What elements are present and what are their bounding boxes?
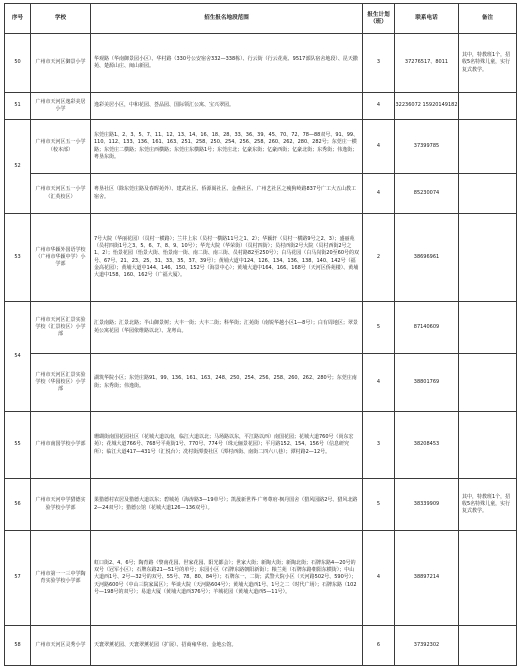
area-cell: 粤垦社区（除东莞庄路及春晖苑外）、建武社区、侨源阁社区、金燕社区、广州艺社区之瘦狗岭路837号广工大五山教工宿舍。 bbox=[91, 174, 363, 214]
phone-cell: 37276517、8011 bbox=[395, 34, 459, 93]
note-cell: 其中，特教班1个，招收5名特殊儿童，实行复式教学。 bbox=[459, 34, 517, 93]
area-cell: 虹口街2、4、6号；陶育路（黎南花园、世家花园、阳光都会）；世家大街；新陶大街；新陶北街；石牌东路4—20号的双号（冠军小区）；石牌东路21—51号的单号；东园小区（石牌东路朝阳新街）；粮兰苑（石牌东路朝阳东横街）；中山大道西1号、2号—32号的双号、55号、78、80、84号）；石牌东一、二街；武警大院小区（天河路502号、590号）；天河路600号（中山三院家属区）；华谈大院（天河路604号）；黄埔大道西1号、1号之二（时代广场）；石牌东路（102号—198号的双号）；易道大厦（黄埔大道西376号）；羊城花园（黄埔大道西5—11号）。 bbox=[91, 531, 363, 626]
seq-cell: 50 bbox=[5, 34, 31, 93]
plan-cell: 6 bbox=[363, 626, 395, 666]
table-row bbox=[5, 214, 517, 302]
area-cell: 7号大院（华丽花园）（员村一横路）；兰井上东（员村一横路11号之1、2）；华颖轩（员村一横路9号之2、3）；盛丽苑（员村四街1号之3、5、6、7、8、9、10号）；华光大院（华荣街）（员村四街）；员村西街2号大院（员村西街2号之1、2）；怡景花园（怡景大街、怡景南一街、南二街、南三街、员村路82至250号）；白马花园（白马岗街20至60号的双号、67号、21、23、25、31、33、35、37、39号）；黄埔大道中124、126、134、136、138、140、142号（福金高花园）；黄埔大道中144、146、150、152号（海景中心）；黄埔大道中164、166、168号（天河区侨苑楼）、黄埔大道中158、160、162号（广福大厦）。 bbox=[91, 214, 363, 302]
table-row bbox=[5, 412, 517, 479]
school-cell: 广州市天河区灵秀小学 bbox=[31, 626, 91, 666]
plan-cell: 4 bbox=[363, 354, 395, 412]
phone-cell: 37399785 bbox=[395, 120, 459, 174]
phone-cell: 87140609 bbox=[395, 302, 459, 354]
area-cell: 湖筑华院小区；东莞庄路91、99、136、161、163、248、250、254、256、258、260、262、280号；东莞庄南街；东秀街；伟逸街。 bbox=[91, 354, 363, 412]
phone-cell: 38339909 bbox=[395, 479, 459, 531]
table-row bbox=[5, 34, 517, 93]
school-cell: 广州市天河区五一小学（汇英校区） bbox=[31, 174, 91, 214]
school-cell: 广州市天河区汇景实验学校（汇景校区）小学部 bbox=[31, 302, 91, 354]
phone-cell: 37392302 bbox=[395, 626, 459, 666]
note-cell bbox=[459, 120, 517, 174]
header-phone: 联系电话 bbox=[395, 4, 459, 34]
note-cell bbox=[459, 531, 517, 626]
school-cell: 广州市天河区逸彩美居小学 bbox=[31, 93, 91, 120]
school-cell: 广州市南国学校小学部 bbox=[31, 412, 91, 479]
plan-cell: 3 bbox=[363, 412, 395, 479]
plan-cell: 5 bbox=[363, 302, 395, 354]
area-cell: 果猎德村农居及猎德大道以东；碧城苑（海涛路3—19单号）；凯晟新世界·广粤尊府·枫丹国舍（猎风园路2号、猎风北路2—24双号）；猎德公馆（花城大道126—136双号）。 bbox=[91, 479, 363, 531]
area-cell: 逸彩美居小区，中和花园、荟品园、国际领汇公寓、宝兴翠园。 bbox=[91, 93, 363, 120]
school-cell: 广州市天河区汇景实验学校（华园校区）小学部 bbox=[31, 354, 91, 412]
seq-cell: 57 bbox=[5, 531, 31, 626]
header-school: 学校 bbox=[31, 4, 91, 34]
seq-cell: 51 bbox=[5, 93, 31, 120]
note-cell: 其中，特教班1个，招收5名特殊儿童，实行复式教学。 bbox=[459, 479, 517, 531]
area-cell: 东莞庄路1、2、3、5、7、11、12、13、14、16、18、28、33、36、39、45、70、72、78—88双号、91、99、110、112、133、136、161、163、251、258、250、254、256、258、260、262、280、282号；东莞庄一横路；东莞庄二横路；东莞庄西横路；东莞庄东横路1号；东莞庄北；亿豪东街；亿豪西街；亿豪北街；东秀街；伟逸街；粤垦东街。 bbox=[91, 120, 363, 174]
table-row bbox=[5, 354, 517, 412]
seq-cell: 55 bbox=[5, 412, 31, 479]
note-cell bbox=[459, 93, 517, 120]
note-cell bbox=[459, 626, 517, 666]
phone-cell: 38801769 bbox=[395, 354, 459, 412]
phone-cell: 38897214 bbox=[395, 531, 459, 626]
plan-cell: 4 bbox=[363, 531, 395, 626]
area-cell: 天寰翠薰花园、天寰翠薰花园（扩展）、招商雍华府、金地公馆。 bbox=[91, 626, 363, 666]
seq-cell: 52 bbox=[5, 120, 31, 214]
header-seq: 序号 bbox=[5, 4, 31, 34]
header-plan: 报生计划（班） bbox=[363, 4, 395, 34]
phone-cell: 32236072 15920149182 bbox=[395, 93, 459, 120]
table-row bbox=[5, 302, 517, 354]
plan-cell: 5 bbox=[363, 479, 395, 531]
plan-cell: 4 bbox=[363, 93, 395, 120]
school-cell: 广州市天河区五一小学（校本部） bbox=[31, 120, 91, 174]
seq-cell: 54 bbox=[5, 302, 31, 412]
table-row bbox=[5, 93, 517, 120]
note-cell bbox=[459, 174, 517, 214]
header-row bbox=[5, 4, 517, 34]
plan-cell: 4 bbox=[363, 174, 395, 214]
area-cell: 华观路（华南御景园小区）、华村路（330号公安宿舍332—338栋）、行云街（行云花苑、9517部队宿舍地段）、昆天撒苑、楚源山庄、闽山新园。 bbox=[91, 34, 363, 93]
note-cell bbox=[459, 214, 517, 302]
phone-cell: 38696961 bbox=[395, 214, 459, 302]
school-cell: 广州市天河区御景小学 bbox=[31, 34, 91, 93]
phone-cell: 85230074 bbox=[395, 174, 459, 214]
note-cell bbox=[459, 412, 517, 479]
phone-cell: 38208453 bbox=[395, 412, 459, 479]
school-cell: 广州市华颖外国语学校（广州市华颖中学）小学部 bbox=[31, 214, 91, 302]
plan-cell: 2 bbox=[363, 214, 395, 302]
school-cell: 广州市天河中学猎德实验学校小学部 bbox=[31, 479, 91, 531]
area-cell: 珊瑚街南国花园社区（花城大道以南，临江大道以北；马场路以东，平江路以西）南国花园；花城大道760号（尚东宏苑）；花城大道766号、768号平苑街1号、770号、774号（珠元俪景花园）；平月路152、154、156号（信息研究所）；临江大道417—431号（汇悦台）；冼村街潭娄社区（潭村西街、南街二四六八巷）；潭村路2—12号。 bbox=[91, 412, 363, 479]
seq-cell: 58 bbox=[5, 626, 31, 666]
school-cell: 广州市第一一三中学陶育实验学校小学部 bbox=[31, 531, 91, 626]
plan-cell: 3 bbox=[363, 34, 395, 93]
note-cell bbox=[459, 302, 517, 354]
seq-cell: 56 bbox=[5, 479, 31, 531]
table-row bbox=[5, 531, 517, 626]
admissions-table bbox=[4, 3, 517, 666]
table-row bbox=[5, 120, 517, 174]
table-row bbox=[5, 479, 517, 531]
note-cell bbox=[459, 354, 517, 412]
header-area: 招生报名地段范围 bbox=[91, 4, 363, 34]
seq-cell: 53 bbox=[5, 214, 31, 302]
table-row bbox=[5, 626, 517, 666]
area-cell: 汇景南路；汇景北路；半山御景树；大丰一街；大丰二街；科华街；汇苑街（南锐华越小区1—8号）；白有周地区；翠景苑公寓花园（华园依维路以北）、龙粤山。 bbox=[91, 302, 363, 354]
header-note: 备注 bbox=[459, 4, 517, 34]
plan-cell: 4 bbox=[363, 120, 395, 174]
table-row bbox=[5, 174, 517, 214]
